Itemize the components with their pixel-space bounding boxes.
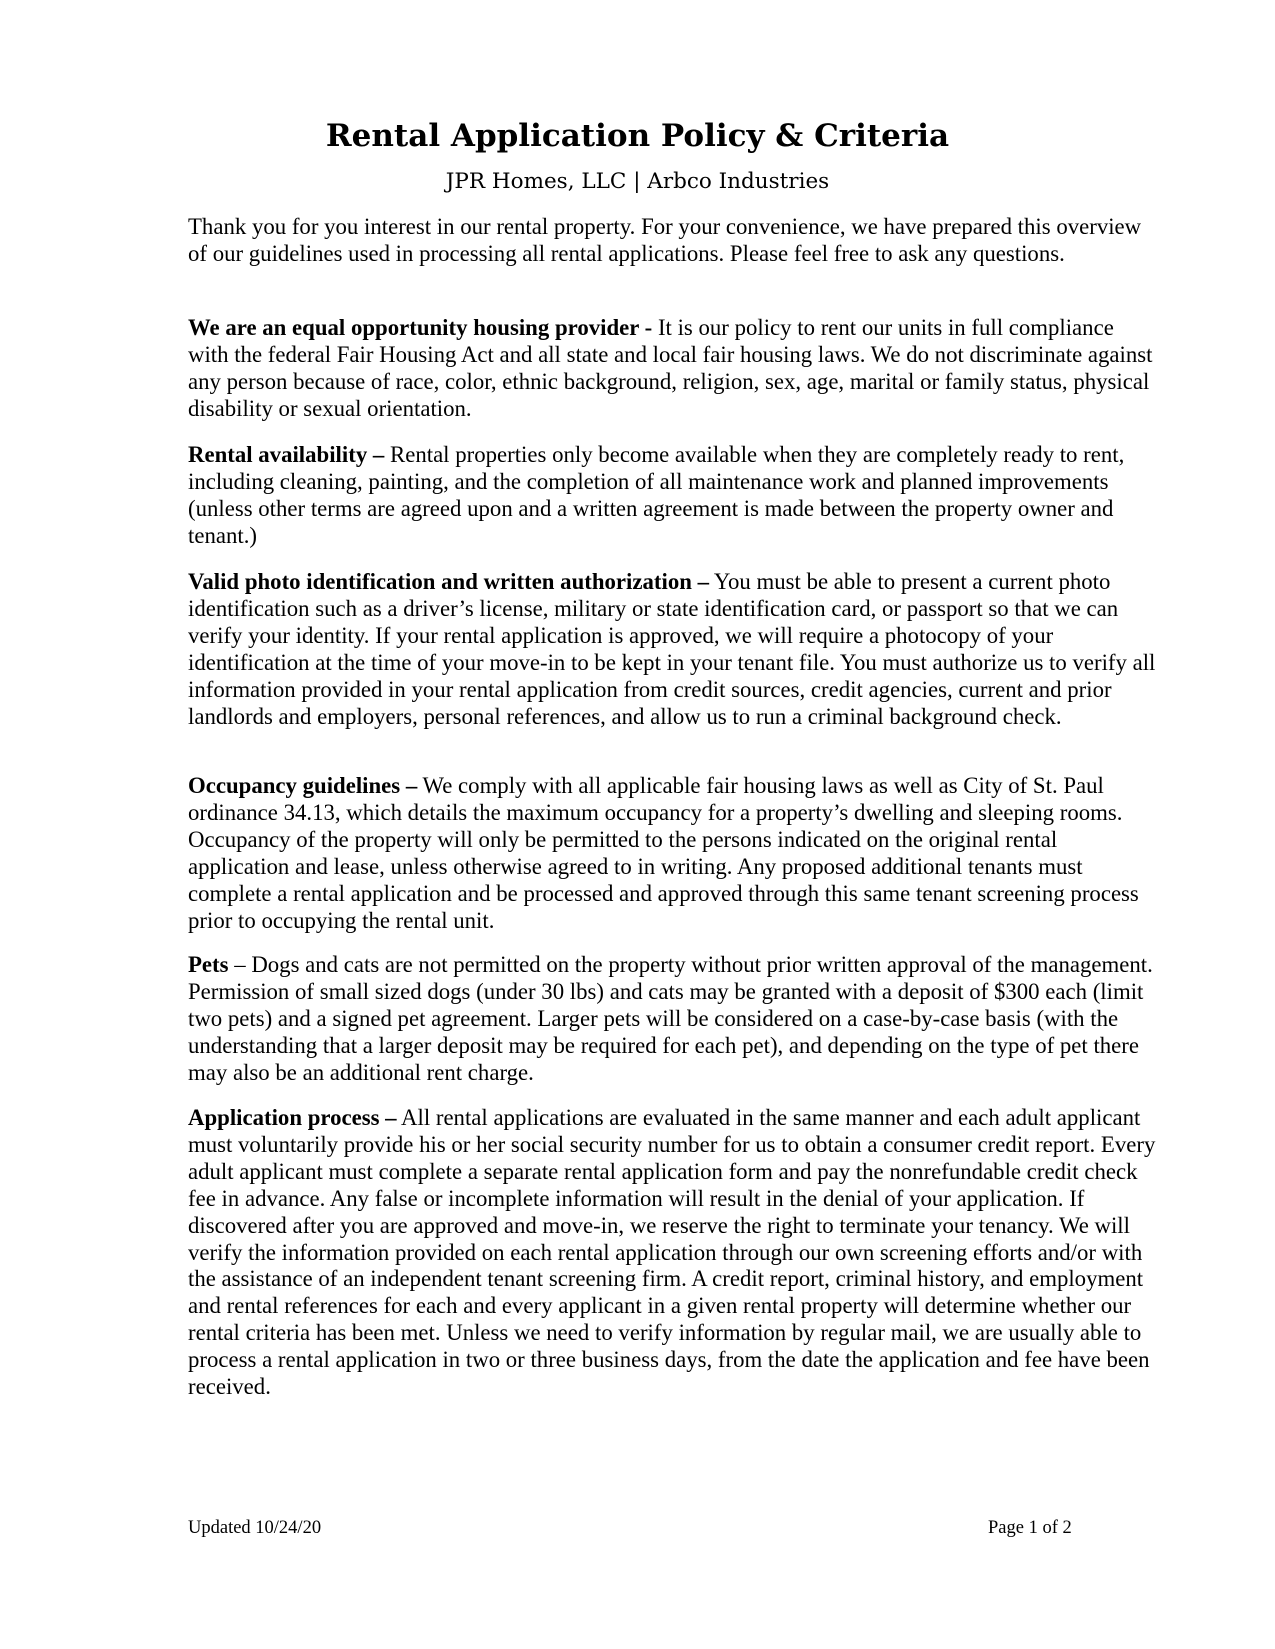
- updated-date: Updated 10/24/20: [188, 1518, 322, 1538]
- equal-opportunity-heading: We are an equal opportunity housing provider -: [188, 315, 653, 340]
- photo-identification-text: You must be able to present a current photo identification such as a driver’s license, military or state identification card, or passport so that we can verify your identity. If your rental application is approved, we will require a photocopy of your identification at the time of your move-in to be kept in your tenant file. You must authorize us to verify all information provided in your rental application from credit sources, credit agencies, current and prior landlords and employers, personal references, and allow us to run a criminal background check.: [188, 569, 1156, 729]
- pets-text: – Dogs and cats are not permitted on the property without prior written approval of the management. Permission of small sized dogs (under 30 lbs) and cats may be granted with a deposit of $300 each (limit two pets) and a signed pet agreement. Larger pets will be considered on a case-by-case basis (with the understanding that a larger deposit may be required for each pet), and depending on the type of pet there may also be an additional rent charge.: [188, 952, 1153, 1085]
- application-process-heading: Application process –: [188, 1105, 397, 1130]
- photo-identification-heading: Valid photo identification and written authorization –: [188, 569, 709, 594]
- page-number: Page 1 of 2: [988, 1518, 1072, 1538]
- pets-heading: Pets: [188, 952, 229, 977]
- equal-opportunity-text: It is our policy to rent our units in full compliance with the federal Fair Housing Act and all state and local fair housing laws. We do not discriminate against any person because of race, color, ethnic background, religion, sex, age, marital or family status, physical disability or sexual orientation.: [188, 315, 1153, 421]
- document-subtitle: JPR Homes, LLC | Arbco Industries: [445, 169, 830, 194]
- application-process-text: All rental applications are evaluated in the same manner and each adult applicant must voluntarily provide his or her social security number for us to obtain a consumer credit report. Every adult applicant must complete a separate rental application form and pay the nonrefundable credit check fee in advance. Any false or incomplete information will result in the denial of your application. If discovered after you are approved and move-in, we reserve the right to terminate your tenancy. We will verify the information provided on each rental application through our own screening efforts and/or with the assistance of an independent tenant screening firm. A credit report, criminal history, and employment and rental references for each and every applicant in a given rental property will determine whether our rental criteria has been met. Unless we need to verify information by regular mail, we are usually able to process a rental application in two or three business days, from the date the application and fee have been received.: [188, 1105, 1156, 1400]
- equal-opportunity-section: [188, 315, 1158, 423]
- rental-availability-text: Rental properties only become available when they are completely ready to rent, including cleaning, painting, and the completion of all maintenance work and planned improvements (unless other terms are agreed upon and a written agreement is made between the property owner and tenant.): [188, 442, 1125, 548]
- occupancy-section: [188, 773, 1158, 934]
- intro-text: Thank you for you interest in our rental property. For your convenience, we have prepared this overview of our guidelines used in processing all rental applications. Please feel free to ask any questions.: [188, 214, 1142, 266]
- occupancy-text: We comply with all applicable fair housing laws as well as City of St. Paul ordinance 34.13, which details the maximum occupancy for a property’s dwelling and sleeping rooms. Occupancy of the property will only be permitted to the persons indicated on the original rental application and lease, unless otherwise agreed to in writing. Any proposed additional tenants must complete a rental application and be processed and approved through this same tenant screening process prior to occupying the rental unit.: [188, 773, 1139, 933]
- photo-identification-section: [188, 569, 1158, 730]
- intro-paragraph: [188, 214, 1158, 268]
- rental-availability-section: [188, 442, 1158, 550]
- document-title: Rental Application Policy & Criteria: [325, 118, 950, 154]
- application-process-section: [188, 1105, 1158, 1401]
- rental-availability-heading: Rental availability –: [188, 442, 385, 467]
- pets-section: [188, 952, 1158, 1087]
- occupancy-heading: Occupancy guidelines –: [188, 773, 418, 798]
